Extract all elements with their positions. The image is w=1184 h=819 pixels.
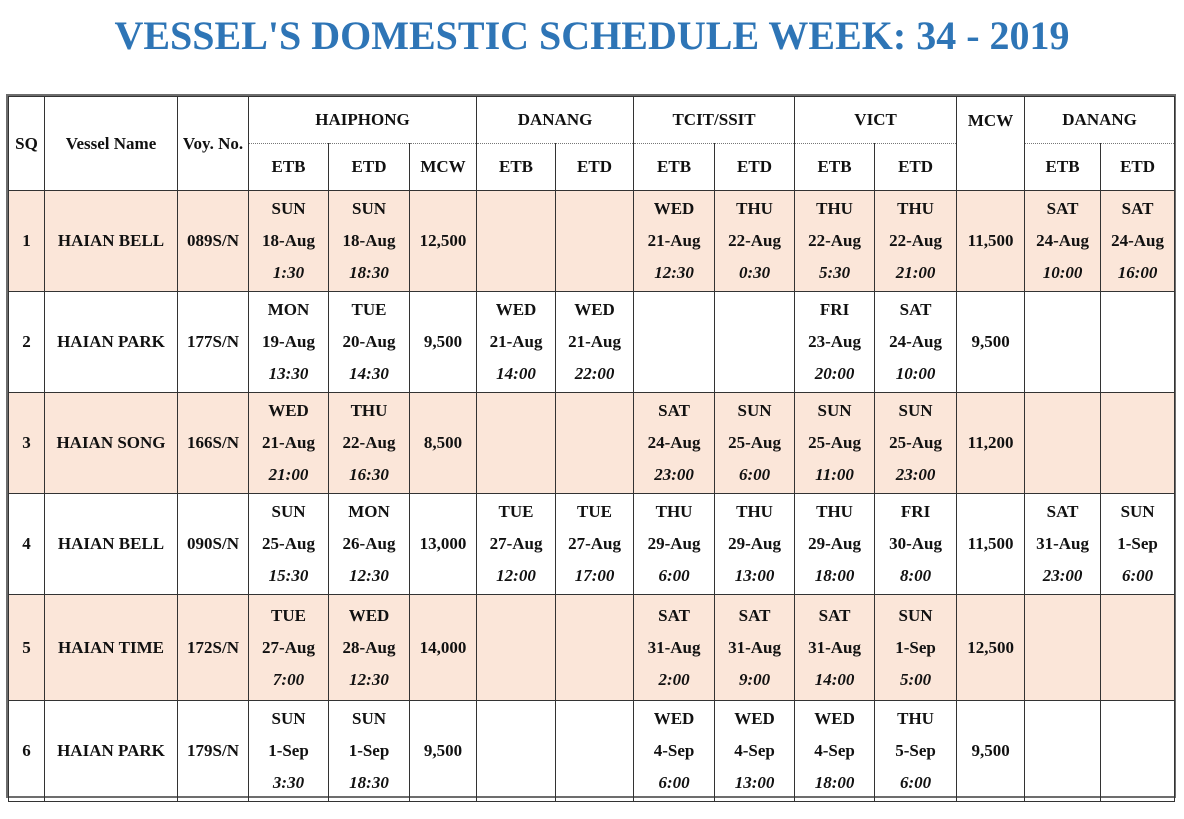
port-time-stack bbox=[795, 709, 874, 793]
port-time-stack bbox=[795, 502, 874, 586]
day-label: SAT bbox=[1121, 199, 1154, 218]
cell-vessel-name: HAIAN TIME bbox=[45, 595, 178, 701]
day-label: FRI bbox=[819, 300, 850, 319]
cell-sq: 4 bbox=[9, 494, 45, 595]
date-label: 21-Aug bbox=[262, 433, 315, 452]
header-vict: VICT bbox=[795, 97, 957, 144]
time-label: 22:00 bbox=[574, 364, 615, 383]
port-time-stack bbox=[875, 709, 956, 793]
port-time-stack bbox=[1101, 199, 1174, 283]
header-haiphong: HAIPHONG bbox=[249, 97, 477, 144]
port-time-stack bbox=[329, 502, 409, 586]
cell-haiphong-etb bbox=[249, 595, 329, 701]
port-time-stack bbox=[556, 502, 633, 586]
cell-danang-etd bbox=[556, 191, 634, 292]
time-label: 5:00 bbox=[899, 669, 932, 689]
header-danang-second: DANANG bbox=[1025, 97, 1175, 144]
time-label: 6:00 bbox=[899, 773, 932, 792]
table-row bbox=[9, 595, 1175, 701]
date-label: 4-Sep bbox=[734, 741, 775, 760]
cell-voy-no: 177S/N bbox=[178, 292, 249, 393]
cell-haiphong-etd bbox=[329, 393, 410, 494]
header-tcit-etb: ETB bbox=[634, 144, 715, 191]
date-label: 25-Aug bbox=[889, 433, 942, 452]
date-label: 18-Aug bbox=[342, 231, 396, 250]
cell-mcw-second: 11,200 bbox=[957, 393, 1025, 494]
cell-haiphong-mcw: 9,500 bbox=[410, 701, 477, 802]
cell-sq: 3 bbox=[9, 393, 45, 494]
cell-vessel-name: HAIAN SONG bbox=[45, 393, 178, 494]
cell-tcit-etb bbox=[634, 393, 715, 494]
day-label: THU bbox=[736, 199, 773, 218]
port-time-stack bbox=[795, 199, 874, 283]
cell-tcit-etd bbox=[715, 393, 795, 494]
port-time-stack bbox=[795, 401, 874, 485]
header-tcit-ssit: TCIT/SSIT bbox=[634, 97, 795, 144]
day-label: THU bbox=[816, 199, 853, 218]
port-time-stack bbox=[875, 502, 956, 586]
cell-danang-etd bbox=[556, 292, 634, 393]
day-label: SAT bbox=[818, 605, 851, 625]
date-label: 24-Aug bbox=[889, 332, 942, 351]
port-time-stack bbox=[715, 401, 794, 485]
day-label: THU bbox=[736, 502, 773, 521]
header-haiphong-etd: ETD bbox=[329, 144, 410, 191]
day-label: WED bbox=[348, 605, 390, 625]
port-time-stack bbox=[249, 401, 328, 485]
cell-sq: 2 bbox=[9, 292, 45, 393]
date-label: 25-Aug bbox=[262, 534, 315, 553]
date-label: 25-Aug bbox=[728, 433, 781, 452]
date-label: 21-Aug bbox=[647, 231, 701, 250]
cell-danang-second-etb bbox=[1025, 191, 1101, 292]
cell-danang-second-etd bbox=[1101, 595, 1175, 701]
day-label: FRI bbox=[900, 502, 931, 521]
day-label: TUE bbox=[351, 300, 387, 319]
date-label: 31-Aug bbox=[1036, 534, 1090, 553]
date-label: 24-Aug bbox=[647, 433, 701, 452]
cell-danang-second-etb bbox=[1025, 393, 1101, 494]
time-label: 12:30 bbox=[349, 669, 389, 689]
port-time-stack bbox=[329, 300, 409, 384]
date-label: 24-Aug bbox=[1111, 231, 1165, 250]
date-label: 24-Aug bbox=[1036, 231, 1090, 250]
port-time-stack bbox=[634, 502, 714, 586]
header-danang-etb: ETB bbox=[477, 144, 556, 191]
page-title: VESSEL'S DOMESTIC SCHEDULE WEEK: 34 - 2019 bbox=[114, 13, 1070, 58]
port-time-stack bbox=[875, 606, 956, 690]
cell-vict-etd bbox=[875, 595, 957, 701]
cell-sq: 1 bbox=[9, 191, 45, 292]
port-time-stack bbox=[795, 606, 874, 690]
cell-danang-second-etd bbox=[1101, 393, 1175, 494]
port-time-stack bbox=[634, 401, 714, 485]
date-label: 19-Aug bbox=[262, 332, 315, 351]
time-label: 21:00 bbox=[895, 263, 936, 282]
day-label: SAT bbox=[658, 401, 690, 420]
cell-vessel-name: HAIAN PARK bbox=[45, 701, 178, 802]
time-label: 10:00 bbox=[895, 364, 936, 383]
date-label: 1-Sep bbox=[895, 637, 936, 657]
day-label: WED bbox=[653, 199, 695, 218]
header-danang-etd: ETD bbox=[556, 144, 634, 191]
time-label: 18:00 bbox=[814, 773, 855, 792]
cell-danang-second-etd bbox=[1101, 494, 1175, 595]
day-label: WED bbox=[734, 709, 775, 728]
time-label: 7:00 bbox=[272, 669, 305, 689]
date-label: 23-Aug bbox=[808, 332, 861, 351]
day-label: SUN bbox=[271, 709, 306, 728]
time-label: 17:00 bbox=[574, 566, 615, 585]
cell-vessel-name: HAIAN BELL bbox=[45, 191, 178, 292]
cell-haiphong-etb bbox=[249, 292, 329, 393]
cell-danang-second-etb bbox=[1025, 701, 1101, 802]
table-row bbox=[9, 393, 1175, 494]
cell-haiphong-etd bbox=[329, 701, 410, 802]
cell-vict-etd bbox=[875, 393, 957, 494]
port-time-stack bbox=[556, 300, 633, 384]
time-label: 13:00 bbox=[734, 566, 775, 585]
port-time-stack bbox=[715, 199, 794, 283]
day-label: SAT bbox=[658, 605, 690, 625]
cell-danang-etb bbox=[477, 191, 556, 292]
port-time-stack bbox=[634, 199, 714, 283]
cell-danang-etb bbox=[477, 595, 556, 701]
cell-mcw-second: 11,500 bbox=[957, 494, 1025, 595]
cell-danang-second-etd bbox=[1101, 292, 1175, 393]
time-label: 9:00 bbox=[738, 669, 771, 689]
time-label: 0:30 bbox=[738, 263, 771, 282]
cell-tcit-etd bbox=[715, 191, 795, 292]
date-label: 30-Aug bbox=[889, 534, 942, 553]
day-label: SUN bbox=[271, 502, 306, 521]
time-label: 23:00 bbox=[1042, 566, 1083, 585]
cell-haiphong-etb bbox=[249, 393, 329, 494]
cell-sq: 6 bbox=[9, 701, 45, 802]
date-label: 31-Aug bbox=[647, 637, 701, 657]
cell-tcit-etb bbox=[634, 494, 715, 595]
cell-mcw-second: 11,500 bbox=[957, 191, 1025, 292]
time-label: 18:30 bbox=[349, 263, 389, 282]
time-label: 18:00 bbox=[814, 566, 855, 585]
time-label: 6:00 bbox=[658, 773, 690, 792]
port-time-stack bbox=[249, 199, 328, 283]
cell-danang-etb bbox=[477, 292, 556, 393]
port-time-stack bbox=[715, 502, 794, 586]
cell-tcit-etb bbox=[634, 595, 715, 701]
cell-tcit-etb bbox=[634, 191, 715, 292]
date-label: 28-Aug bbox=[342, 637, 396, 657]
day-label: THU bbox=[655, 502, 693, 521]
day-label: THU bbox=[897, 709, 934, 728]
port-time-stack bbox=[249, 300, 328, 384]
header-haiphong-etb: ETB bbox=[249, 144, 329, 191]
cell-danang-second-etd bbox=[1101, 191, 1175, 292]
port-time-stack bbox=[1025, 199, 1100, 283]
schedule-table bbox=[8, 96, 1175, 802]
date-label: 21-Aug bbox=[568, 332, 621, 351]
date-label: 22-Aug bbox=[889, 231, 942, 250]
date-label: 22-Aug bbox=[342, 433, 396, 452]
day-label: WED bbox=[495, 300, 537, 319]
time-label: 18:30 bbox=[349, 773, 389, 792]
date-label: 1-Sep bbox=[268, 741, 309, 760]
time-label: 6:00 bbox=[658, 566, 690, 585]
day-label: THU bbox=[350, 401, 388, 420]
cell-haiphong-etd bbox=[329, 191, 410, 292]
cell-haiphong-etd bbox=[329, 494, 410, 595]
cell-vict-etb bbox=[795, 393, 875, 494]
day-label: SAT bbox=[899, 300, 932, 319]
day-label: SAT bbox=[1046, 199, 1079, 218]
date-label: 5-Sep bbox=[895, 741, 936, 760]
cell-danang-etd bbox=[556, 494, 634, 595]
cell-sq: 5 bbox=[9, 595, 45, 701]
cell-vessel-name: HAIAN BELL bbox=[45, 494, 178, 595]
cell-vict-etb bbox=[795, 494, 875, 595]
time-label: 20:00 bbox=[814, 364, 855, 383]
time-label: 16:30 bbox=[349, 465, 389, 484]
table-row bbox=[9, 292, 1175, 393]
port-time-stack bbox=[715, 606, 794, 690]
cell-danang-second-etb bbox=[1025, 292, 1101, 393]
cell-haiphong-etd bbox=[329, 292, 410, 393]
cell-tcit-etb bbox=[634, 701, 715, 802]
table-row bbox=[9, 494, 1175, 595]
cell-danang-etd bbox=[556, 701, 634, 802]
date-label: 29-Aug bbox=[728, 534, 781, 553]
cell-tcit-etd bbox=[715, 292, 795, 393]
date-label: 20-Aug bbox=[342, 332, 396, 351]
cell-mcw-second: 9,500 bbox=[957, 701, 1025, 802]
time-label: 8:00 bbox=[899, 566, 932, 585]
time-label: 3:30 bbox=[272, 773, 305, 792]
day-label: THU bbox=[897, 199, 934, 218]
cell-danang-second-etb bbox=[1025, 595, 1101, 701]
time-label: 15:30 bbox=[268, 566, 309, 585]
header-danang: DANANG bbox=[477, 97, 634, 144]
time-label: 6:00 bbox=[738, 465, 771, 484]
time-label: 13:30 bbox=[268, 364, 309, 383]
date-label: 26-Aug bbox=[342, 534, 396, 553]
port-time-stack bbox=[329, 709, 409, 793]
cell-danang-etb bbox=[477, 701, 556, 802]
day-label: MON bbox=[348, 502, 390, 521]
date-label: 22-Aug bbox=[808, 231, 861, 250]
date-label: 25-Aug bbox=[808, 433, 861, 452]
cell-haiphong-mcw: 13,000 bbox=[410, 494, 477, 595]
day-label: WED bbox=[653, 709, 695, 728]
port-time-stack bbox=[249, 606, 328, 690]
port-time-stack bbox=[477, 502, 555, 586]
day-label: SUN bbox=[1120, 502, 1155, 521]
day-label: SAT bbox=[1046, 502, 1079, 521]
time-label: 14:30 bbox=[349, 364, 389, 383]
port-time-stack bbox=[477, 300, 555, 384]
date-label: 27-Aug bbox=[568, 534, 621, 553]
time-label: 6:00 bbox=[1121, 566, 1154, 585]
cell-voy-no: 179S/N bbox=[178, 701, 249, 802]
port-time-stack bbox=[329, 199, 409, 283]
date-label: 29-Aug bbox=[647, 534, 701, 553]
port-time-stack bbox=[715, 709, 794, 793]
time-label: 14:00 bbox=[496, 364, 536, 383]
header-haiphong-mcw: MCW bbox=[410, 144, 477, 191]
port-time-stack bbox=[795, 300, 874, 384]
date-label: 27-Aug bbox=[262, 637, 315, 657]
cell-haiphong-mcw: 8,500 bbox=[410, 393, 477, 494]
port-time-stack bbox=[875, 300, 956, 384]
time-label: 10:00 bbox=[1042, 263, 1083, 282]
cell-vict-etd bbox=[875, 701, 957, 802]
day-label: SUN bbox=[271, 199, 306, 218]
cell-tcit-etb bbox=[634, 292, 715, 393]
table-row bbox=[9, 701, 1175, 802]
port-time-stack bbox=[1101, 502, 1174, 586]
time-label: 1:30 bbox=[272, 263, 305, 282]
time-label: 14:00 bbox=[814, 669, 855, 689]
day-label: WED bbox=[268, 401, 309, 420]
cell-vict-etb bbox=[795, 191, 875, 292]
cell-haiphong-mcw: 12,500 bbox=[410, 191, 477, 292]
cell-vessel-name: HAIAN PARK bbox=[45, 292, 178, 393]
date-label: 1-Sep bbox=[1117, 534, 1158, 553]
cell-danang-etb bbox=[477, 393, 556, 494]
day-label: SUN bbox=[898, 605, 933, 625]
time-label: 23:00 bbox=[654, 465, 694, 484]
port-time-stack bbox=[329, 401, 409, 485]
port-time-stack bbox=[634, 709, 714, 793]
time-label: 12:30 bbox=[654, 263, 694, 282]
day-label: WED bbox=[574, 300, 615, 319]
cell-haiphong-mcw: 9,500 bbox=[410, 292, 477, 393]
date-label: 21-Aug bbox=[489, 332, 543, 351]
cell-danang-etd bbox=[556, 393, 634, 494]
date-label: 27-Aug bbox=[489, 534, 543, 553]
time-label: 23:00 bbox=[895, 465, 936, 484]
date-label: 4-Sep bbox=[653, 741, 695, 760]
cell-haiphong-etb bbox=[249, 494, 329, 595]
header-voy-no: Voy. No. bbox=[178, 97, 249, 191]
date-label: 4-Sep bbox=[814, 741, 855, 760]
date-label: 29-Aug bbox=[808, 534, 861, 553]
cell-danang-etd bbox=[556, 595, 634, 701]
port-time-stack bbox=[875, 199, 956, 283]
time-label: 13:00 bbox=[734, 773, 775, 792]
table-row bbox=[9, 191, 1175, 292]
day-label: TUE bbox=[577, 502, 612, 521]
day-label: SUN bbox=[351, 709, 386, 728]
cell-haiphong-etb bbox=[249, 191, 329, 292]
day-label: TUE bbox=[498, 502, 534, 521]
cell-tcit-etd bbox=[715, 595, 795, 701]
time-label: 5:30 bbox=[818, 263, 851, 282]
time-label: 12:00 bbox=[496, 566, 536, 585]
cell-vict-etb bbox=[795, 595, 875, 701]
day-label: TUE bbox=[271, 605, 306, 625]
day-label: MON bbox=[267, 300, 310, 319]
cell-mcw-second: 9,500 bbox=[957, 292, 1025, 393]
cell-voy-no: 166S/N bbox=[178, 393, 249, 494]
cell-danang-second-etb bbox=[1025, 494, 1101, 595]
cell-vict-etd bbox=[875, 292, 957, 393]
port-time-stack bbox=[875, 401, 956, 485]
day-label: SAT bbox=[738, 605, 771, 625]
cell-danang-etb bbox=[477, 494, 556, 595]
cell-vict-etb bbox=[795, 701, 875, 802]
date-label: 31-Aug bbox=[728, 637, 781, 657]
cell-haiphong-mcw: 14,000 bbox=[410, 595, 477, 701]
cell-danang-second-etd bbox=[1101, 701, 1175, 802]
date-label: 22-Aug bbox=[728, 231, 781, 250]
day-label: SUN bbox=[898, 401, 933, 420]
time-label: 2:00 bbox=[658, 669, 690, 689]
cell-voy-no: 172S/N bbox=[178, 595, 249, 701]
header-vessel-name: Vessel Name bbox=[45, 97, 178, 191]
date-label: 1-Sep bbox=[348, 741, 390, 760]
header-tcit-etd: ETD bbox=[715, 144, 795, 191]
time-label: 11:00 bbox=[815, 465, 854, 484]
day-label: WED bbox=[814, 709, 855, 728]
port-time-stack bbox=[1025, 502, 1100, 586]
header-mcw-second: MCW bbox=[957, 97, 1025, 191]
header-danang-second-etd: ETD bbox=[1101, 144, 1175, 191]
time-label: 16:00 bbox=[1117, 263, 1158, 282]
time-label: 12:30 bbox=[349, 566, 389, 585]
cell-vict-etb bbox=[795, 292, 875, 393]
time-label: 21:00 bbox=[268, 465, 309, 484]
header-sq: SQ bbox=[9, 97, 45, 191]
cell-voy-no: 090S/N bbox=[178, 494, 249, 595]
cell-voy-no: 089S/N bbox=[178, 191, 249, 292]
day-label: SUN bbox=[737, 401, 772, 420]
port-time-stack bbox=[329, 606, 409, 690]
cell-vict-etd bbox=[875, 191, 957, 292]
day-label: SUN bbox=[351, 199, 386, 218]
cell-vict-etd bbox=[875, 494, 957, 595]
day-label: THU bbox=[816, 502, 853, 521]
cell-tcit-etd bbox=[715, 701, 795, 802]
cell-mcw-second: 12,500 bbox=[957, 595, 1025, 701]
date-label: 18-Aug bbox=[262, 231, 315, 250]
cell-haiphong-etb bbox=[249, 701, 329, 802]
date-label: 31-Aug bbox=[808, 637, 861, 657]
header-vict-etb: ETB bbox=[795, 144, 875, 191]
port-time-stack bbox=[249, 709, 328, 793]
day-label: SUN bbox=[817, 401, 852, 420]
cell-haiphong-etd bbox=[329, 595, 410, 701]
port-time-stack bbox=[249, 502, 328, 586]
header-vict-etd: ETD bbox=[875, 144, 957, 191]
cell-tcit-etd bbox=[715, 494, 795, 595]
port-time-stack bbox=[634, 606, 714, 690]
header-danang-second-etb: ETB bbox=[1025, 144, 1101, 191]
